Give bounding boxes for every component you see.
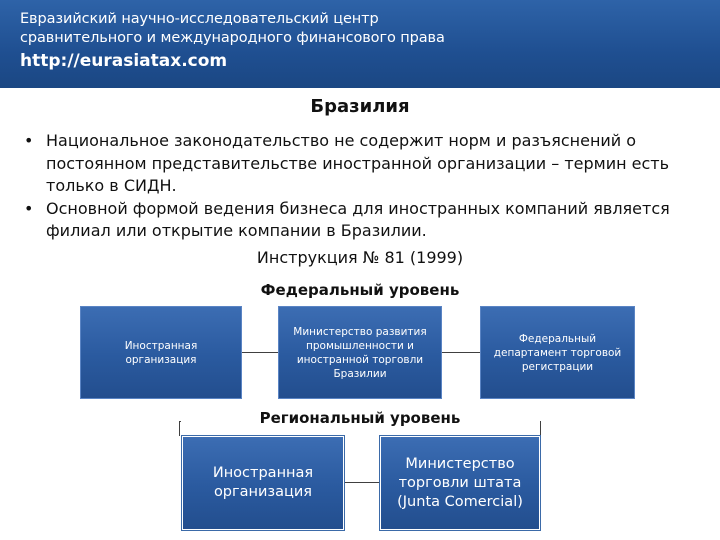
bullet-marker: • [24, 198, 34, 218]
federal-connector-1 [242, 352, 278, 353]
bullet-list [24, 130, 694, 243]
regional-connector-left-tick [179, 421, 181, 422]
header-line-1: Евразийский научно-исследовательский центр [20, 11, 379, 27]
regional-level-label: Региональный уровень [259, 409, 461, 427]
bullet-text: Основной формой ведения бизнеса для иностранных компаний является филиал или открытие компании в Бразилии. [46, 198, 670, 240]
bullet-text: Национальное законодательство не содержит норм и разъяснений о постоянном представительстве иностранной организации – термин есть только в СИДН. [46, 131, 670, 195]
regional-connector-left [179, 421, 180, 436]
bullet-marker: • [24, 131, 34, 150]
header-line-2: сравнительного и международного финансового права [20, 30, 445, 46]
header-url: http://eurasiatax.com [20, 51, 228, 71]
federal-box-registration-department: Федеральный департамент торговой регистрации [480, 306, 635, 399]
bullet-item-1 [24, 130, 694, 198]
regional-box-state-ministry: Министерство торговли штата (Junta Comercial) [380, 436, 540, 530]
regional-box-foreign-org: Иностранная организация [182, 436, 344, 530]
instruction-label: Инструкция № 81 (1999) [256, 248, 464, 267]
page-title: Бразилия [310, 96, 410, 117]
regional-connector-right [540, 421, 541, 436]
federal-box-foreign-org: Иностранная организация [80, 306, 242, 399]
header-banner [0, 0, 720, 88]
bullet-item-2 [24, 198, 694, 243]
federal-level-label: Федеральный уровень [260, 281, 460, 299]
federal-box-ministry-development: Министерство развития промышленности и иностранной торговли Бразилии [278, 306, 442, 399]
federal-connector-2 [442, 352, 480, 353]
regional-connector-middle [344, 482, 380, 483]
